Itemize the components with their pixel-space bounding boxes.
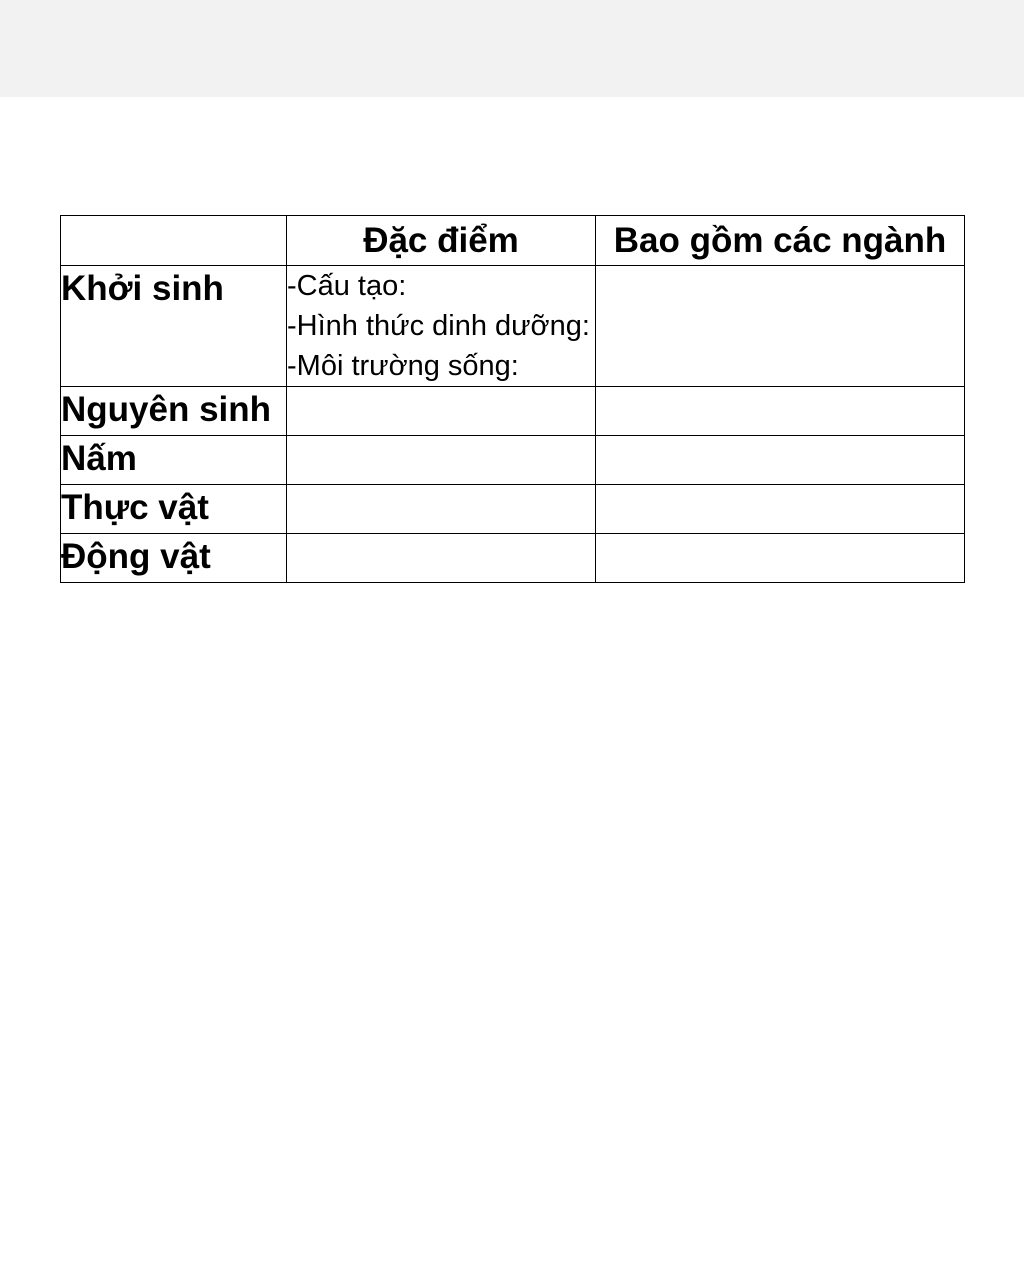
- nutrition-line: -Hình thức dinh dưỡng:: [287, 310, 590, 342]
- table-row-khoi-sinh: [61, 266, 965, 387]
- row-label: Khởi sinh: [61, 266, 287, 387]
- characteristics-cell: [287, 387, 596, 436]
- habitat-line: -Môi trường sống:: [287, 350, 519, 382]
- characteristics-cell: [287, 534, 596, 583]
- structure-line: -Cấu tạo:: [287, 270, 407, 302]
- branches-cell: [596, 436, 965, 485]
- header-characteristics: Đặc điểm: [287, 216, 596, 266]
- branches-cell: [596, 534, 965, 583]
- characteristics-cell: [287, 266, 596, 387]
- table-row-nguyen-sinh: [61, 387, 965, 436]
- row-label: Động vật: [61, 534, 287, 583]
- row-label: Thực vật: [61, 485, 287, 534]
- top-margin-band: [0, 0, 1024, 97]
- branches-cell: [596, 266, 965, 387]
- branches-cell: [596, 485, 965, 534]
- row-label: Nguyên sinh: [61, 387, 287, 436]
- characteristics-cell: [287, 485, 596, 534]
- classification-table: [60, 215, 965, 583]
- branches-cell: [596, 387, 965, 436]
- row-label: Nấm: [61, 436, 287, 485]
- header-empty-cell: [61, 216, 287, 266]
- table-row-nam: [61, 436, 965, 485]
- table-row-thuc-vat: [61, 485, 965, 534]
- table-row-dong-vat: [61, 534, 965, 583]
- characteristics-cell: [287, 436, 596, 485]
- header-row: [61, 216, 965, 266]
- header-branches: Bao gồm các ngành: [596, 216, 965, 266]
